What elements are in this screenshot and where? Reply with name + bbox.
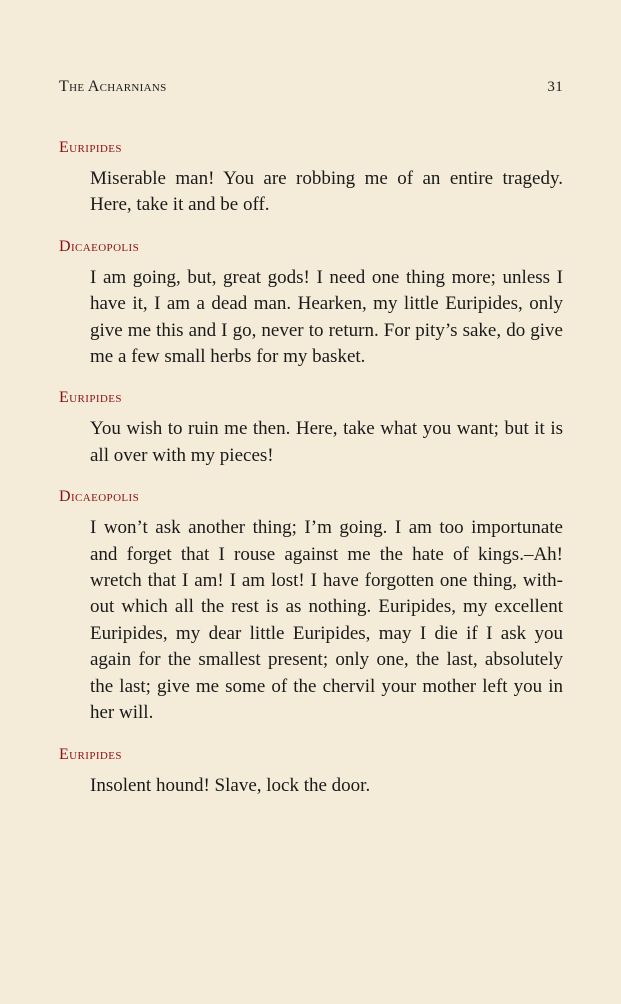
dialogue-entry [59, 745, 563, 799]
speech-text: Insolent hound! Slave, lock the door. [90, 774, 371, 796]
speaker-name: Dicaeopolis [59, 488, 140, 506]
speech-text: I won’t ask another thing; I’m going. I am too importunate and forget that I rouse against me the hate of kings.–Ah! wretch that I am! I am lost! I have forgotten one thing, without which all the rest is as nothing. Euripides, my excellent Euripides, my dear little Euripides, may I die if I ask you again for the smallest present; only one, the last, absolutely the last; give me some of the chervil your mother left you in her will. [90, 517, 563, 724]
dialogue-entry [59, 388, 563, 469]
speech-text: I am going, but, great gods! I need one thing more; unless I have it, I am a dead man. Hearken, my little Euripides, only give me this and I go, never to return. For pity’s sake, do give me a few small herbs for my basket. [90, 266, 563, 368]
dialogue-entry [59, 237, 563, 371]
speaker-name: Euripides [59, 139, 122, 156]
dialogue-entry [59, 138, 563, 219]
running-title: The Acharnians [59, 78, 167, 95]
dialogue [59, 138, 563, 799]
speech-text: Miserable man! You are robbing me of an entire tragedy. Here, take it and be off. [90, 168, 563, 216]
page-number: 31 [547, 79, 563, 95]
speech-text: You wish to ruin me then. Here, take what you want; but it is all over with my pieces! [90, 418, 563, 466]
running-head [59, 78, 563, 96]
speaker-name: Euripides [59, 745, 122, 763]
speaker-name: Dicaeopolis [59, 237, 140, 255]
dialogue-entry [59, 487, 563, 726]
speaker-name: Euripides [59, 389, 122, 407]
